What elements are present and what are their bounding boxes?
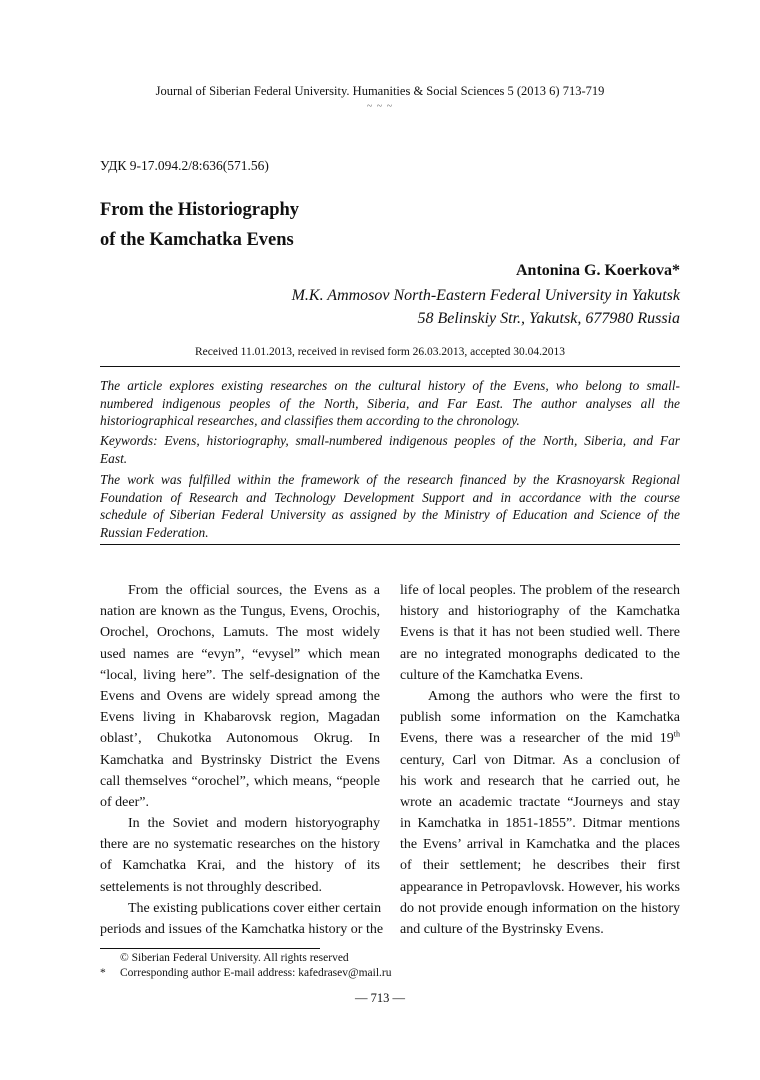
title-line: From the Historiography bbox=[100, 200, 300, 220]
text-line: publish some information on the Kamchatka bbox=[400, 710, 680, 726]
abstract-text bbox=[100, 377, 680, 430]
text-line: culture of the Kamchatka Evens. bbox=[400, 667, 584, 683]
text-line: “local, living here”. The self-designation of the bbox=[100, 667, 380, 683]
text-line: historiographical researches, and classifies them according to the chronology. bbox=[100, 413, 520, 429]
text-line: appearance in Petropavlovsk. However, his works bbox=[400, 879, 680, 895]
footnote-copyright: © Siberian Federal University. All rights reserved bbox=[120, 952, 349, 964]
text-line: Evens and Ovens are widely spread among the bbox=[100, 688, 380, 704]
text-line: Kamchatka and Bystrinsky District the Evens bbox=[100, 752, 380, 768]
body-column-left bbox=[100, 580, 384, 940]
text-line: Keywords: Evens, historiography, small-numbered indigenous peoples of the North, Siberia, and Far bbox=[100, 433, 680, 448]
text-line: The existing publications cover either certain bbox=[128, 900, 382, 916]
page-number: — 713 — bbox=[355, 991, 405, 1005]
superscript: th bbox=[673, 729, 680, 739]
keywords bbox=[100, 432, 680, 467]
text-line: call themselves “orochel”, which means, “people bbox=[100, 773, 380, 789]
text-line: Evens living in Khabarovsk region, Magadan bbox=[100, 710, 380, 726]
text-line: Russian Federation. bbox=[100, 524, 209, 540]
text-line: of deer”. bbox=[100, 794, 149, 810]
text-line: century, Carl von Ditmar. As a conclusion of bbox=[400, 752, 680, 768]
text-line: in Kamchatka in 1851-1855”. Ditmar mentions bbox=[400, 816, 680, 832]
text-line: settelements is not throughly described. bbox=[100, 879, 323, 895]
header-separator: ~ ~ ~ bbox=[366, 101, 394, 112]
body-column-right bbox=[400, 580, 680, 940]
author-name: Antonina G. Koerkova* bbox=[515, 262, 680, 279]
text-line: periods and issues of the Kamchatka history or the bbox=[100, 922, 384, 937]
text-line: numbered indigenous peoples of the North, Siberia, and Far East. The author analyses all the bbox=[100, 395, 680, 411]
text-line: there are no systematic researches on the history bbox=[100, 837, 380, 853]
text-line: schedule of Siberian Federal University as assigned by the Ministry of Education and Science of the bbox=[100, 507, 680, 523]
title-line: of the Kamchatka Evens bbox=[100, 230, 294, 250]
text-line: of their settlement; he describes their first bbox=[400, 858, 680, 874]
text-line: and culture of the Bystrinsky Evens. bbox=[400, 922, 604, 937]
text-line: The article explores existing researches on the cultural history of the Evens, who belong to small- bbox=[100, 378, 680, 393]
journal-header: Journal of Siberian Federal University. Humanities & Social Sciences 5 (2013 6) 713-719 bbox=[155, 84, 605, 98]
text-line: used names are “evyn”, “evysel” which mean bbox=[100, 646, 380, 662]
text-line: history and historiography of the Kamchatka bbox=[400, 604, 680, 620]
text-line bbox=[400, 728, 680, 749]
footnote-rule bbox=[100, 948, 320, 949]
text-line: Among the authors who were the first to bbox=[428, 688, 680, 704]
text-line: Orochel, Orochons, Lamuts. The most widely bbox=[100, 625, 380, 641]
affiliation-address: 58 Belinskiy Str., Yakutsk, 677980 Russia bbox=[417, 310, 680, 327]
text-line: Evens is that it has not been studied well. There bbox=[400, 625, 680, 641]
affiliation-university: M.K. Ammosov North-Eastern Federal University in Yakutsk bbox=[291, 287, 680, 304]
text-line: The work was fulfilled within the framework of the research financed by the Krasnoyarsk Regional bbox=[100, 472, 680, 487]
footnote-corresponding-author: Corresponding author E-mail address: kafedrasev@mail.ru bbox=[120, 967, 392, 979]
udk-code: УДК 9-17.094.2/8:636(571.56) bbox=[100, 158, 269, 173]
abstract-bottom-rule bbox=[100, 544, 680, 545]
received-dates: Received 11.01.2013, received in revised form 26.03.2013, accepted 30.04.2013 bbox=[194, 346, 566, 358]
text-line: are no integrated monographs dedicated to the bbox=[400, 646, 680, 662]
text-line: Foundation of Research and Technology Development Support and in accordance with the course bbox=[100, 489, 680, 505]
text-line: nation are known as the Tungus, Evens, Orochis, bbox=[100, 604, 380, 620]
footnote-marker: * bbox=[100, 967, 106, 979]
article-title bbox=[100, 195, 299, 255]
text-line: In the Soviet and modern historyography bbox=[128, 816, 380, 832]
abstract-top-rule bbox=[100, 366, 680, 367]
text-line: do not provide enough information on the history bbox=[400, 900, 680, 916]
text-line: East. bbox=[100, 450, 128, 466]
text-line: oblast’, Chukotka Autonomous Okrug. In bbox=[100, 731, 380, 747]
funding-note bbox=[100, 471, 680, 541]
text-line: From the official sources, the Evens as a bbox=[128, 583, 380, 598]
text-line: his work and research that he carried out, he bbox=[400, 773, 680, 789]
text-segment: Evens, there was a researcher of the mid 19 bbox=[400, 731, 674, 747]
text-line: the Evens’ arrival in Kamchatka and the places bbox=[400, 837, 680, 853]
text-line: wrote an academic tractate “Journeys and stay bbox=[400, 794, 680, 810]
text-line: of Kamchatka Krai, and the history of its bbox=[100, 858, 380, 874]
text-line: life of local peoples. The problem of the research bbox=[400, 583, 680, 598]
